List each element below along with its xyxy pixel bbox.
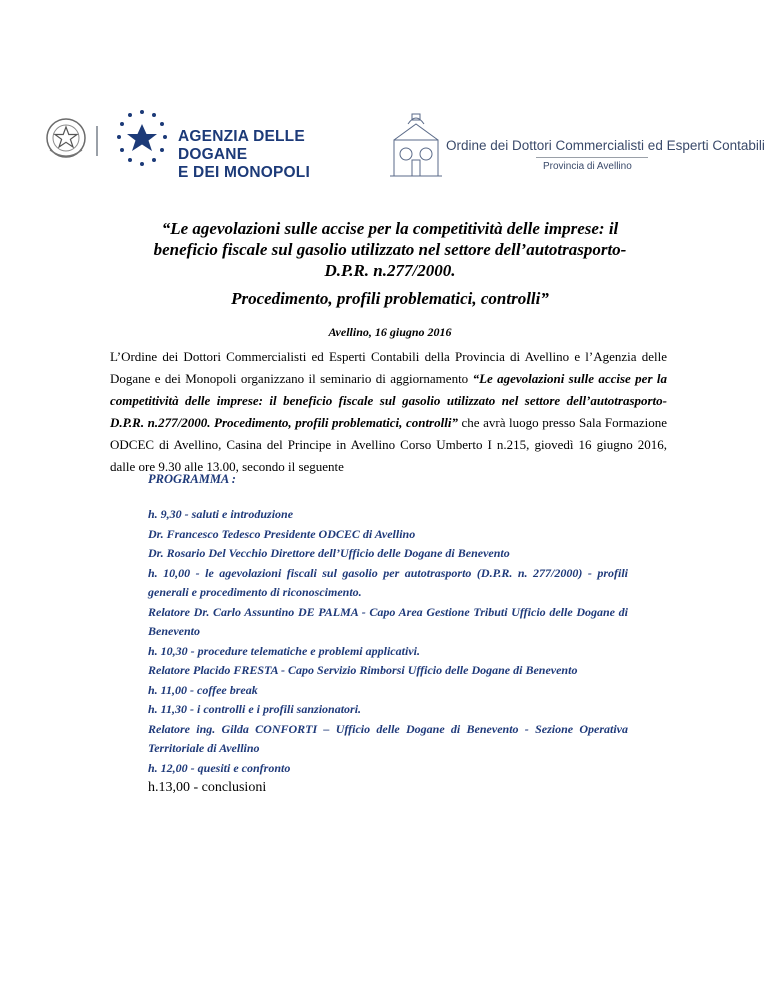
star-circle-icon	[102, 106, 182, 176]
agency-name-line1: AGENZIA DELLE DOGANE	[178, 128, 305, 163]
building-icon	[388, 110, 444, 180]
agency-name-line2: E DEI MONOPOLI	[178, 164, 310, 181]
italian-emblem-icon	[44, 114, 88, 162]
intro-seminar-title: “Le agevolazioni sulle accise per la competitività delle imprese: il beneficio fiscale sul gasolio utilizzato nel settore dell’autotrasporto- D.P.R. n.277/2000. Procedimento, profili problematici, controlli”	[110, 371, 667, 430]
program-item: h. 9,30 - saluti e introduzione	[148, 507, 294, 521]
intro-text-1: L’Ordine dei Dottori Commercialisti ed Esperti Contabili della Provincia di Avellino e l’Agenzia delle Dogane e dei Monopoli organizzano il seminario di aggiornamento	[110, 349, 667, 386]
document-subtitle: Procedimento, profili problematici, controlli”	[231, 289, 549, 308]
program-item: h. 10,00 - le agevolazioni fiscali sul gasolio per autotrasporto (D.P.R. n. 277/2000) - profili generali e procedimento di riconoscimento.	[148, 565, 628, 599]
program-item: Dr. Rosario Del Vecchio Direttore dell’Ufficio delle Dogane di Benevento	[148, 546, 510, 560]
program-item: h. 12,00 - quesiti e confronto	[148, 760, 291, 775]
agency-name	[178, 128, 364, 182]
title-line-1: “Le agevolazioni sulle accise per la competitività delle imprese: il	[161, 219, 619, 238]
dateline: Avellino, 16 giugno 2016	[328, 325, 452, 339]
program-item: h. 11,00 - coffee break	[148, 682, 258, 697]
intro-text-2: che avrà luogo presso Sala Formazione ODCEC di Avellino, Casina del Principe in Avellino Corso Umberto I n.215, giovedì 16 giugno 2016, dalle ore 9.30 alle 13.00, secondo il seguente	[110, 415, 667, 474]
agency-logo	[44, 106, 364, 181]
program-item: h. 10,30 - procedure telematiche e problemi applicativi.	[148, 643, 420, 658]
order-logo	[388, 110, 765, 180]
program-section	[148, 472, 628, 798]
program-item: Relatore Dr. Carlo Assuntino DE PALMA - Capo Area Gestione Tributi Ufficio delle Dogane di Benevento	[148, 604, 628, 638]
order-divider	[536, 157, 648, 158]
order-subtitle: Provincia di Avellino	[543, 161, 632, 172]
order-name: Ordine dei Dottori Commercialisti ed Esperti Contabili	[446, 138, 765, 153]
intro-paragraph	[110, 346, 667, 478]
program-item: h. 11,30 - i controlli e i profili sanzionatori.	[148, 702, 362, 716]
program-item: Dr. Francesco Tedesco Presidente ODCEC di Avellino	[148, 526, 416, 541]
program-closing: h.13,00 - conclusioni	[148, 780, 267, 795]
program-title: PROGRAMMA :	[148, 472, 236, 486]
program-item: Relatore Placido FRESTA - Capo Servizio Rimborsi Ufficio delle Dogane di Benevento	[148, 663, 578, 677]
program-item: Relatore ing. Gilda CONFORTI – Ufficio delle Dogane di Benevento - Sezione Operativa Territoriale di Avellino	[148, 721, 628, 755]
title-line-2: beneficio fiscale sul gasolio utilizzato nel settore dell’autotrasporto-	[153, 240, 627, 259]
title-line-3: D.P.R. n.277/2000.	[324, 261, 456, 280]
program-list	[148, 505, 628, 798]
logo-divider	[96, 126, 98, 156]
document-title	[90, 218, 690, 281]
